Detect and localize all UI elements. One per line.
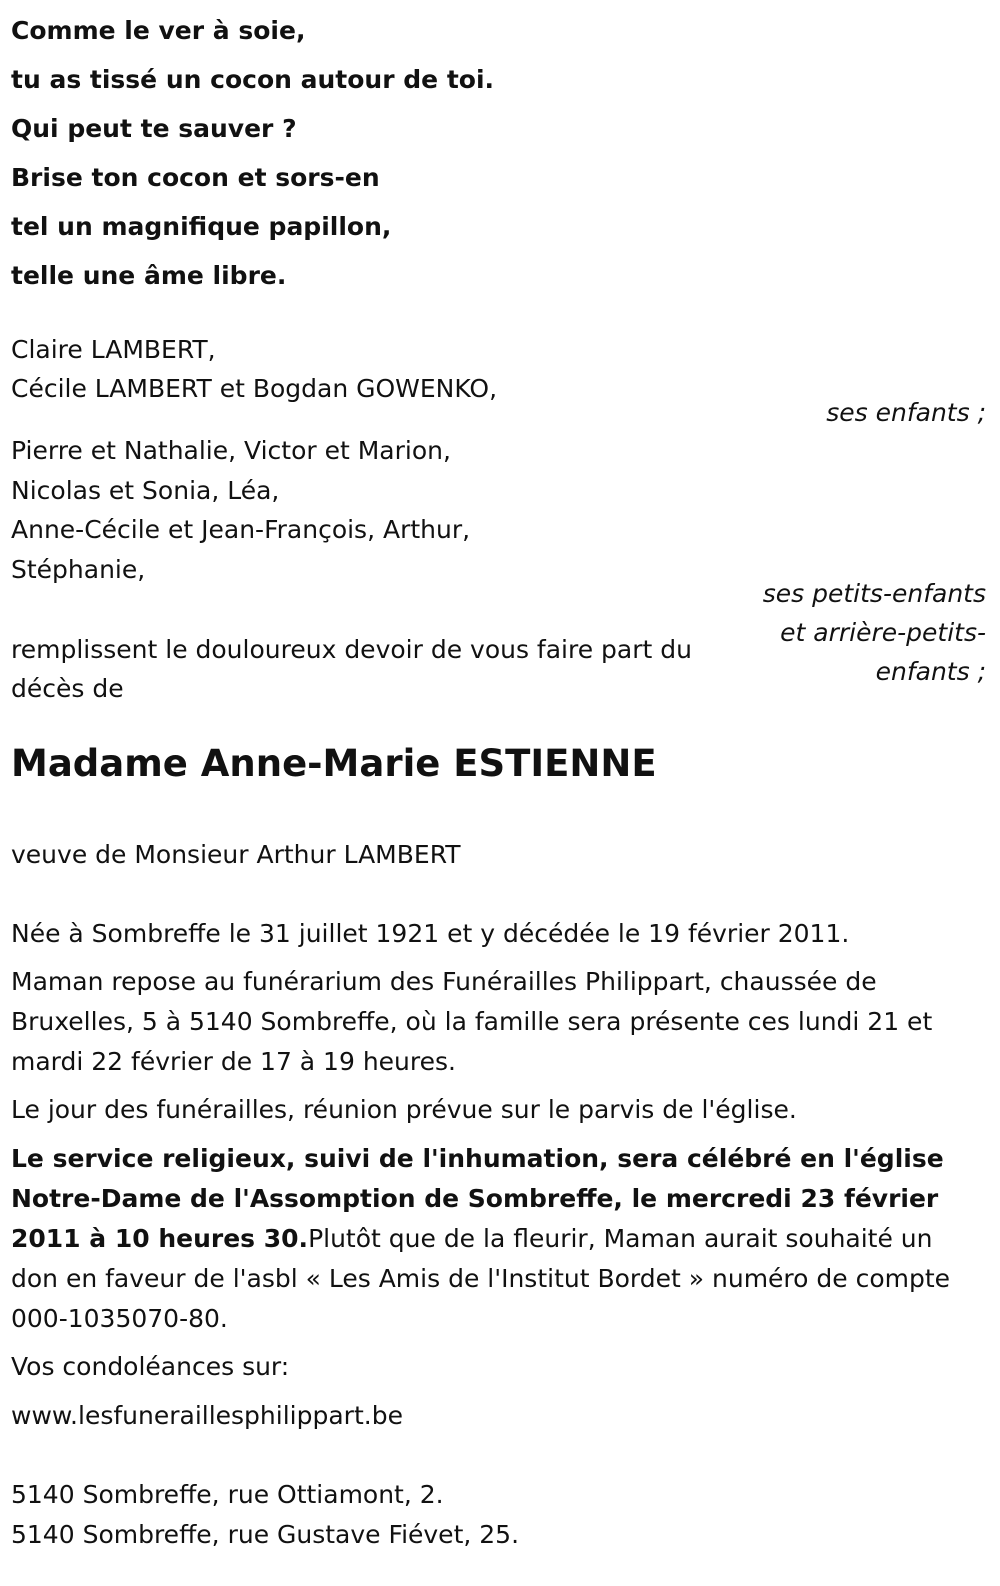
widow-of: veuve de Monsieur Arthur LAMBERT [11,840,461,869]
service-rest: Plutôt que de la fleurir, Maman aurait souhaité un don en faveur de l'asbl « Les Amis de l'Institut Bordet » numéro de compte 000-1035070-80. [11,1224,951,1333]
poem-line: Qui peut te sauver ? [11,114,297,143]
child-name: Cécile LAMBERT et Bogdan GOWENKO, [11,374,498,403]
announcement-line: décès de [11,674,124,703]
poem [11,6,494,300]
service-bold: Le service religieux, suivi de l'inhumation, sera célébré en l'église Notre-Dame de l'Assomption de Sombreffe, le mercredi 23 février 2011 à 10 heures 30. [11,1144,944,1253]
grandchildren-role: et arrière-petits- [780,618,986,647]
children-role: ses enfants ; [826,398,986,427]
poem-line: Comme le ver à soie, [11,16,306,45]
poem-line: Brise ton cocon et sors-en [11,163,380,192]
grandchild-name: Nicolas et Sonia, Léa, [11,476,280,505]
deceased-name: Madame Anne-Marie ESTIENNE [11,742,657,785]
meeting-info: Le jour des funérailles, réunion prévue sur le parvis de l'église. [11,1095,797,1124]
address-line: 5140 Sombreffe, rue Ottiamont, 2. [11,1480,444,1509]
poem-line: tu as tissé un cocon autour de toi. [11,65,495,94]
poem-line: telle une âme libre. [11,261,287,290]
grandchild-name: Anne-Cécile et Jean-François, Arthur, [11,515,471,544]
poem-line: tel un magnifique papillon, [11,212,392,241]
grandchildren-role: ses petits-enfants [762,579,986,608]
address-line: 5140 Sombreffe, rue Gustave Fiévet, 25. [11,1520,520,1549]
birth-death: Née à Sombreffe le 31 juillet 1921 et y décédée le 19 février 2011. [11,919,850,948]
service-info [11,1139,976,1339]
website-link[interactable]: www.lesfuneraillesphilippart.be [11,1401,403,1430]
grandchild-name: Pierre et Nathalie, Victor et Marion, [11,436,451,465]
grandchild-name: Stéphanie, [11,555,146,584]
grandchildren-role: enfants ; [875,657,986,686]
condolences-label: Vos condoléances sur: [11,1352,290,1381]
announcement-line: remplissent le douloureux devoir de vous faire part du [11,635,692,664]
funeral-home: Maman repose au funérarium des Funérailles Philippart, chaussée de Bruxelles, 5 à 5140 Sombreffe, où la famille sera présente ces lundi 21 et mardi 22 février de 17 à 19 heures. [11,967,933,1076]
child-name: Claire LAMBERT, [11,335,216,364]
